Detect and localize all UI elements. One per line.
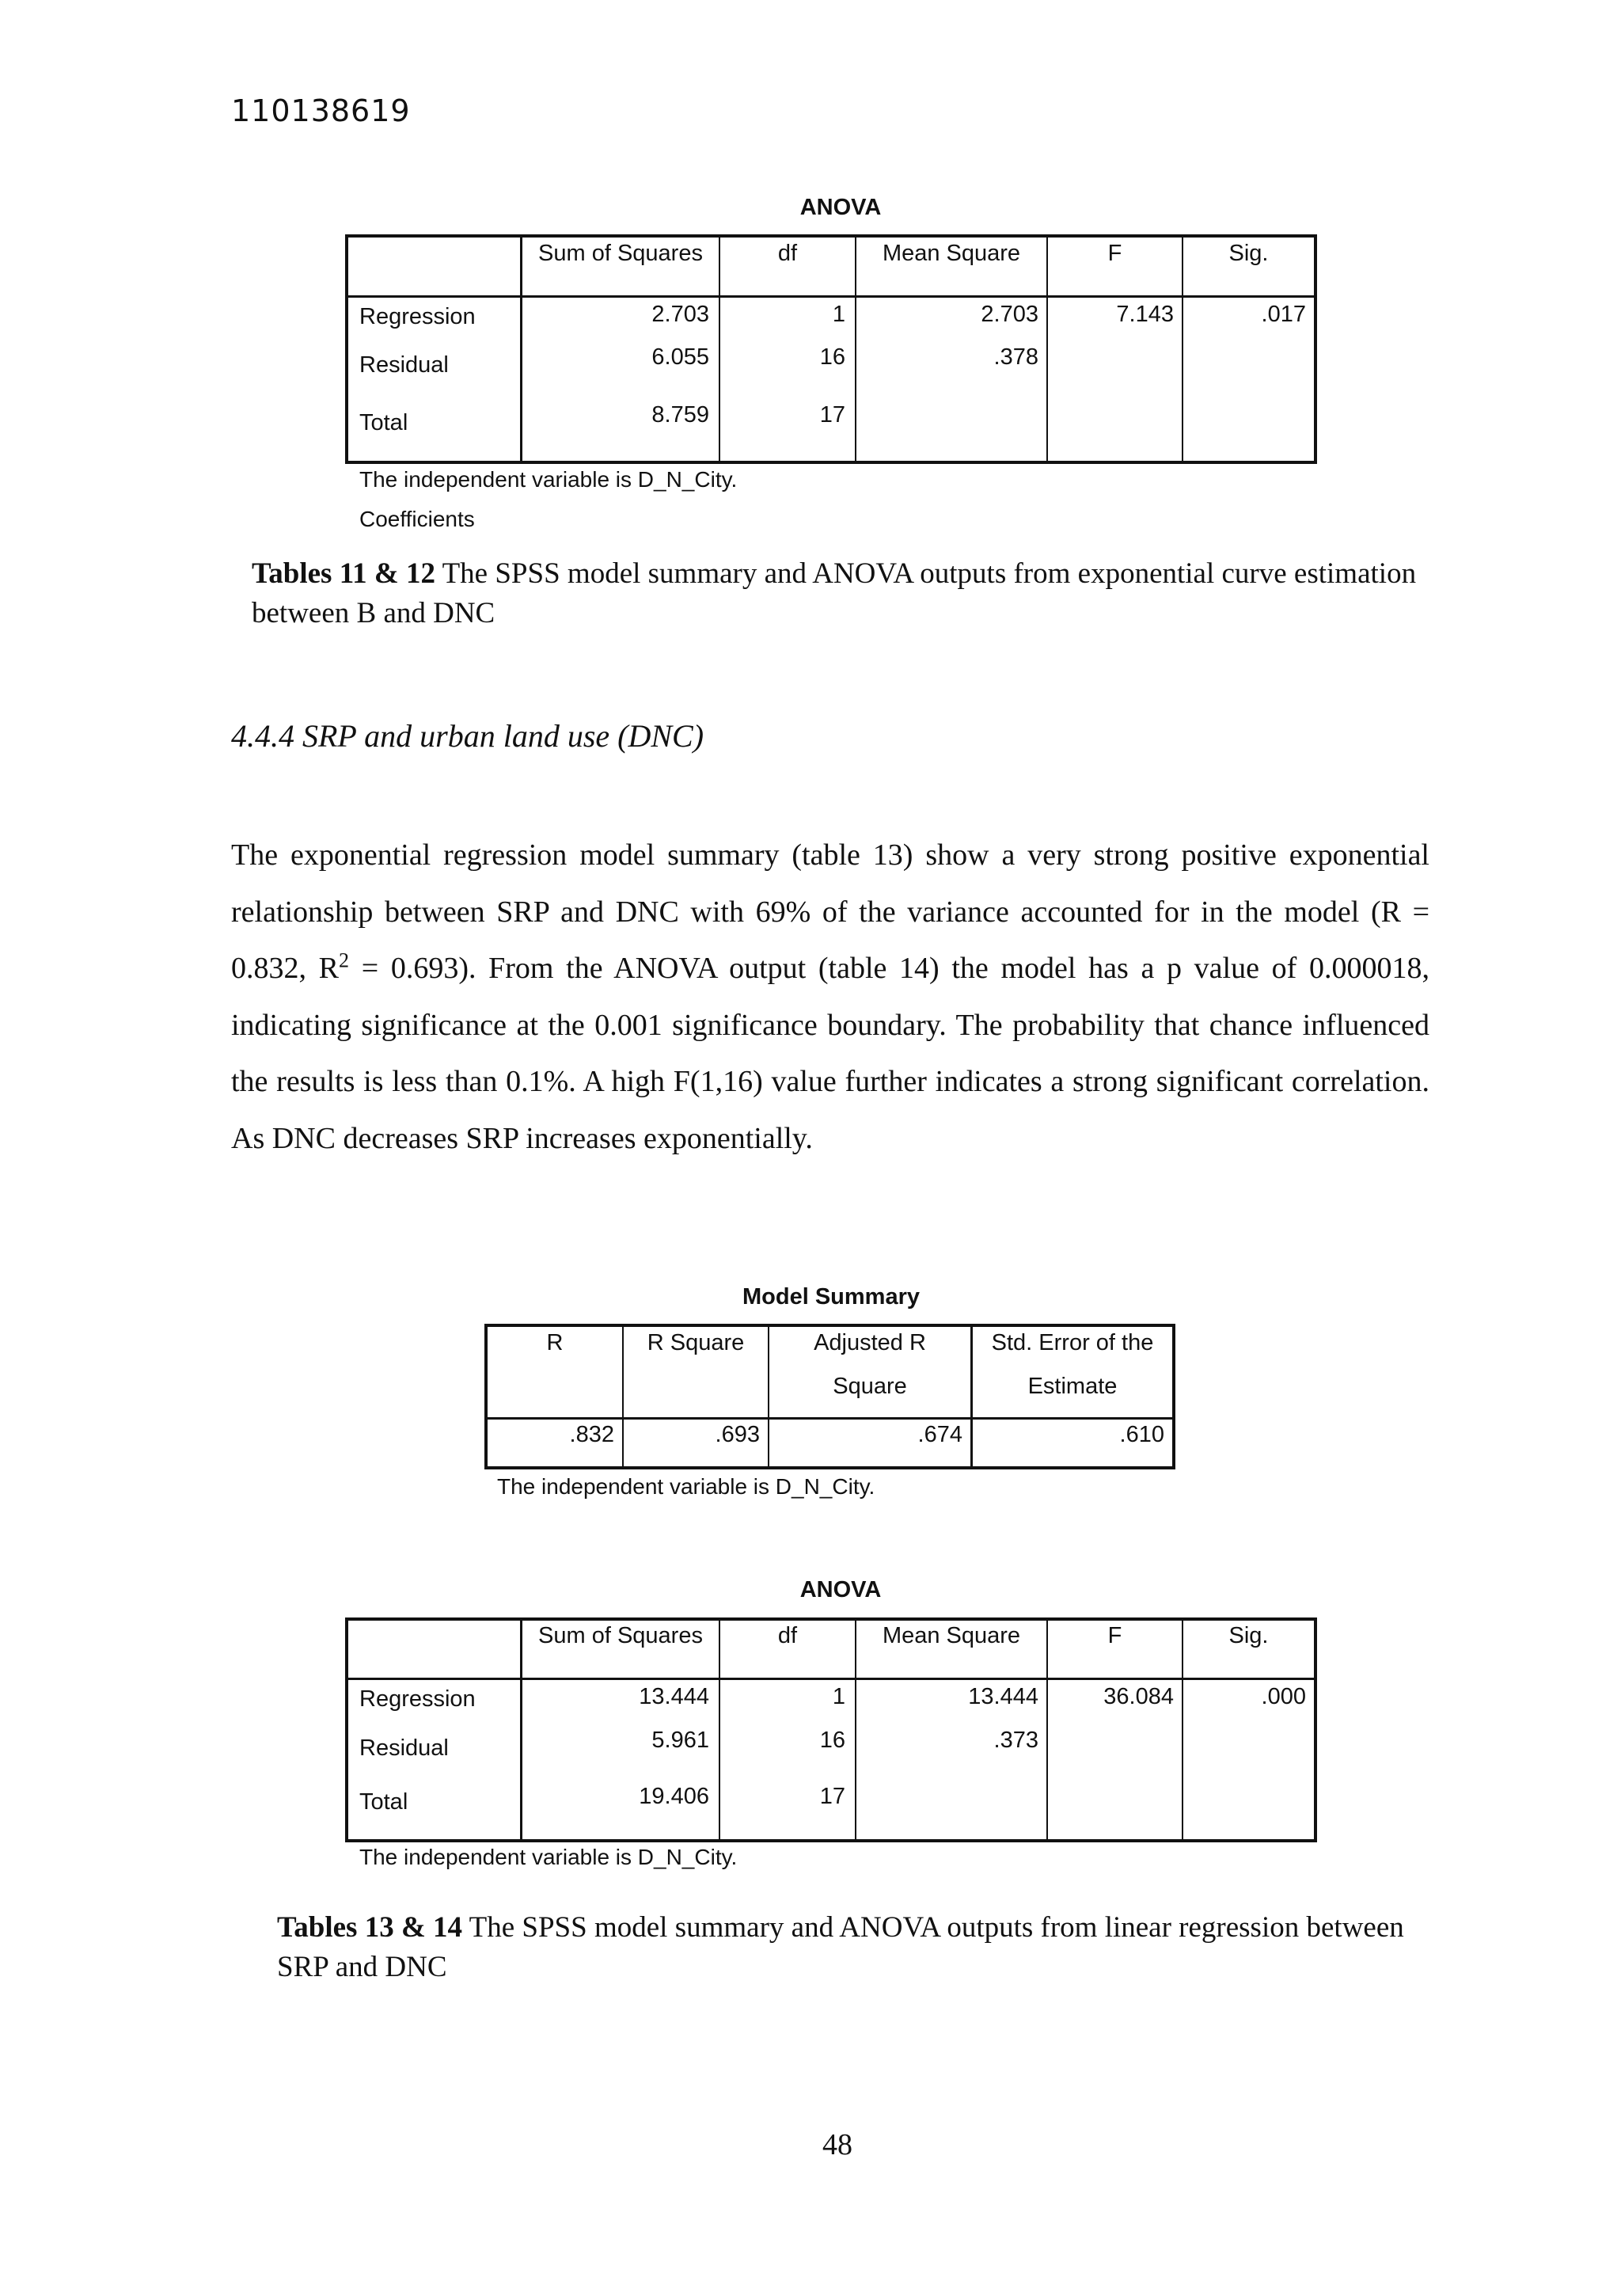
page-number: 48 bbox=[822, 2128, 852, 2161]
anova2-col-ms: Mean Square bbox=[882, 1623, 1021, 1648]
anova1-col-ms: Mean Square bbox=[882, 241, 1021, 266]
table-caption-11-12 bbox=[252, 554, 1423, 633]
model-summary-note: The independent variable is D_N_City. bbox=[497, 1474, 875, 1499]
model-col-r-square: R Square bbox=[647, 1330, 745, 1355]
anova2-col-sig: Sig. bbox=[1228, 1623, 1269, 1648]
model-col-std-error: Std. Error of the bbox=[991, 1330, 1154, 1355]
caption-text: The SPSS model summary and ANOVA outputs from exponential curve estimation between B and DNC bbox=[252, 557, 1417, 629]
anova1-title: ANOVA bbox=[799, 195, 882, 220]
anova1-col-f: F bbox=[1107, 241, 1122, 266]
model-col-adjusted: Adjusted R bbox=[814, 1330, 926, 1355]
anova2-row-label: Residual bbox=[359, 1735, 449, 1761]
anova2-cell: 1 bbox=[832, 1684, 845, 1709]
caption-bold: Tables 11 & 12 bbox=[252, 557, 435, 590]
anova2-row-label: Regression bbox=[359, 1686, 476, 1712]
anova2-cell: 5.961 bbox=[651, 1728, 709, 1753]
caption-text: The SPSS model summary and ANOVA outputs from linear regression between SRP and DNC bbox=[277, 1911, 1404, 1983]
anova1-col-sig: Sig. bbox=[1228, 241, 1269, 266]
anova1-col-ss: Sum of Squares bbox=[538, 241, 703, 266]
anova1-note-coefficients: Coefficients bbox=[359, 507, 475, 531]
anova2-cell: .373 bbox=[993, 1728, 1038, 1753]
anova2-col-ss: Sum of Squares bbox=[538, 1623, 703, 1648]
anova1-cell: 8.759 bbox=[651, 402, 709, 428]
model-col-r: R bbox=[546, 1330, 564, 1355]
anova2-row-label: Total bbox=[359, 1789, 408, 1815]
anova2-cell: 19.406 bbox=[639, 1784, 709, 1809]
model-col-std-error-2: Estimate bbox=[1027, 1374, 1118, 1399]
anova1-row-label: Residual bbox=[359, 352, 449, 378]
anova2-col-df: df bbox=[777, 1623, 798, 1648]
document-id: 110138619 bbox=[231, 93, 411, 128]
body-paragraph bbox=[231, 827, 1429, 1167]
anova1-cell: .017 bbox=[1261, 302, 1306, 327]
model-cell: .693 bbox=[715, 1422, 760, 1447]
anova1-cell: 16 bbox=[819, 344, 845, 370]
anova1-note: The independent variable is D_N_City. bbox=[359, 467, 738, 492]
anova2-cell: 16 bbox=[819, 1728, 845, 1753]
model-cell: .674 bbox=[917, 1422, 962, 1447]
model-summary-title: Model Summary bbox=[742, 1284, 920, 1310]
caption-bold: Tables 13 & 14 bbox=[277, 1911, 463, 1944]
anova2-cell: 17 bbox=[819, 1784, 845, 1809]
anova2-note: The independent variable is D_N_City. bbox=[359, 1845, 738, 1869]
section-heading: 4.4.4 SRP and urban land use (DNC) bbox=[231, 718, 704, 754]
anova2-cell: 13.444 bbox=[639, 1684, 709, 1709]
anova1-row-label: Total bbox=[359, 410, 408, 435]
anova1-cell: 7.143 bbox=[1116, 302, 1174, 327]
anova2-cell: 36.084 bbox=[1103, 1684, 1174, 1709]
anova1-row-label: Regression bbox=[359, 304, 476, 329]
model-cell: .610 bbox=[1119, 1422, 1164, 1447]
table-caption-13-14 bbox=[277, 1908, 1433, 1987]
anova2-cell: .000 bbox=[1261, 1684, 1306, 1709]
para-superscript: 2 bbox=[339, 948, 350, 972]
anova2-title: ANOVA bbox=[799, 1577, 882, 1602]
anova1-cell: 2.703 bbox=[651, 302, 709, 327]
anova2-cell: 13.444 bbox=[968, 1684, 1038, 1709]
model-cell: .832 bbox=[569, 1422, 614, 1447]
anova1-cell: 6.055 bbox=[651, 344, 709, 370]
anova1-col-df: df bbox=[777, 241, 798, 266]
para-part-1: The exponential regression model summary (table 13) show a very strong positive exponential relationship between SRP and DNC with 69% of the variance accounted for in the model (R = 0.832, R bbox=[231, 838, 1429, 985]
anova1-cell: 2.703 bbox=[981, 302, 1038, 327]
anova1-cell: .378 bbox=[993, 344, 1038, 370]
para-part-2: = 0.693). From the ANOVA output (table 14) the model has a p value of 0.000018, indicating significance at the 0.001 significance boundary. The probability that chance influenced the results is less than 0.1%. A high F(1,16) value further indicates a strong significant correlation. As DNC decreases SRP increases exponentially. bbox=[231, 952, 1429, 1155]
anova2-col-f: F bbox=[1107, 1623, 1122, 1648]
anova1-cell: 1 bbox=[832, 302, 845, 327]
anova1-cell: 17 bbox=[819, 402, 845, 428]
model-col-adjusted-2: Square bbox=[833, 1374, 907, 1399]
